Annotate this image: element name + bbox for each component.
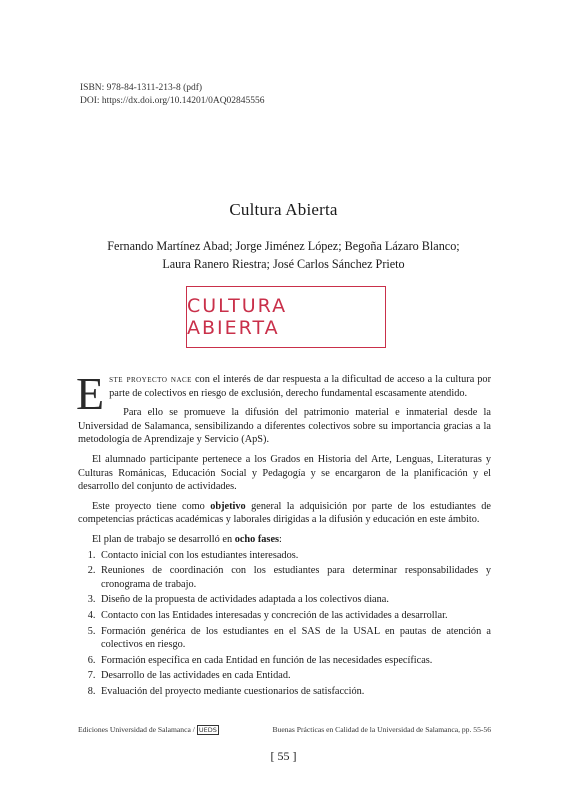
authors-line-2: Laura Ranero Riestra; José Carlos Sánchez Prieto <box>162 257 405 271</box>
phases-list <box>78 549 491 699</box>
drop-cap: E <box>76 368 105 419</box>
list-item: 1. Contacto inicial con los estudiantes interesados. <box>98 549 491 563</box>
article-body <box>76 368 491 700</box>
paragraph-intro <box>76 368 491 419</box>
list-item: 7. Desarrollo de las actividades en cada Entidad. <box>98 669 491 683</box>
objective-text-a: Este proyecto tiene como <box>92 500 211 512</box>
paragraph-plan <box>78 533 491 547</box>
list-item: 4. Contacto con las Entidades interesadas y concreción de las actividades a desarrollar. <box>98 609 491 623</box>
project-logo-text: CULTURA ABIERTA <box>187 295 288 339</box>
page-footer <box>78 725 491 735</box>
list-item: 6. Formación específica en cada Entidad en función de las necesidades específicas. <box>98 654 491 668</box>
project-logo <box>186 286 386 348</box>
list-item: 8. Evaluación del proyecto mediante cuestionarios de satisfacción. <box>98 685 491 699</box>
authors <box>60 237 507 273</box>
objective-text-b: general la adquisición por parte de los estudiantes de competencias prácticas académicas y laborales dirigidas a la difusión y educación en este ámbito. <box>78 500 491 526</box>
footer-publisher <box>78 725 219 735</box>
doi-line: DOI: https://dx.doi.org/10.14201/0AQ02845556 <box>80 96 265 106</box>
paragraph-aps: Para ello se promueve la difusión del patrimonio material e inmaterial desde la Universidad de Salamanca, sensibilizando a diferentes colectivos sobre su importancia gracias a la metodología de Aprendizaje y Servicio (ApS). <box>78 407 491 446</box>
isbn-line: ISBN: 978-84-1311-213-8 (pdf) <box>80 83 203 93</box>
list-item: 2. Reuniones de coordinación con los estudiantes para determinar responsabilidades y cronograma de trabajo. <box>98 564 491 591</box>
intro-smallcaps: ste proyecto nace <box>109 374 192 385</box>
list-item: 5. Formación genérica de los estudiantes en el SAS de la USAL en pautas de atención a colectivos en riesgo. <box>98 625 491 652</box>
objective-bold: objetivo <box>210 500 246 512</box>
paragraph-objective <box>78 500 491 527</box>
publisher-logo: UEDS <box>198 726 217 734</box>
paper-title: Cultura Abierta <box>229 200 338 219</box>
authors-line-1: Fernando Martínez Abad; Jorge Jiménez López; Begoña Lázaro Blanco; <box>107 239 460 253</box>
list-item: 3. Diseño de la propuesta de actividades adaptada a los colectivos diana. <box>98 593 491 607</box>
publication-meta <box>80 82 265 108</box>
plan-bold: ocho fases <box>234 533 280 545</box>
footer-citation: Buenas Prácticas en Calidad de la Universidad de Salamanca, pp. 55-56 <box>272 725 491 734</box>
paragraph-students: El alumnado participante pertenece a los Grados en Historia del Arte, Lenguas, Literaturas y Culturas Románicas, Educación Social y Pedagogía y se encargaron de la planificación y el desarrollo del conjunto de actividades. <box>78 453 491 493</box>
intro-text: con el interés de dar respuesta a la dificultad de acceso a la cultura por parte de colectivos en riesgo de exclusión, derecho fundamental escasamente atendido. <box>109 374 491 399</box>
plan-text-a: El plan de trabajo se desarrolló en <box>92 533 235 545</box>
plan-text-b: : <box>279 533 282 545</box>
page-number: [ 55 ] <box>270 749 297 763</box>
footer-publisher-text: Ediciones Universidad de Salamanca / <box>78 725 195 734</box>
